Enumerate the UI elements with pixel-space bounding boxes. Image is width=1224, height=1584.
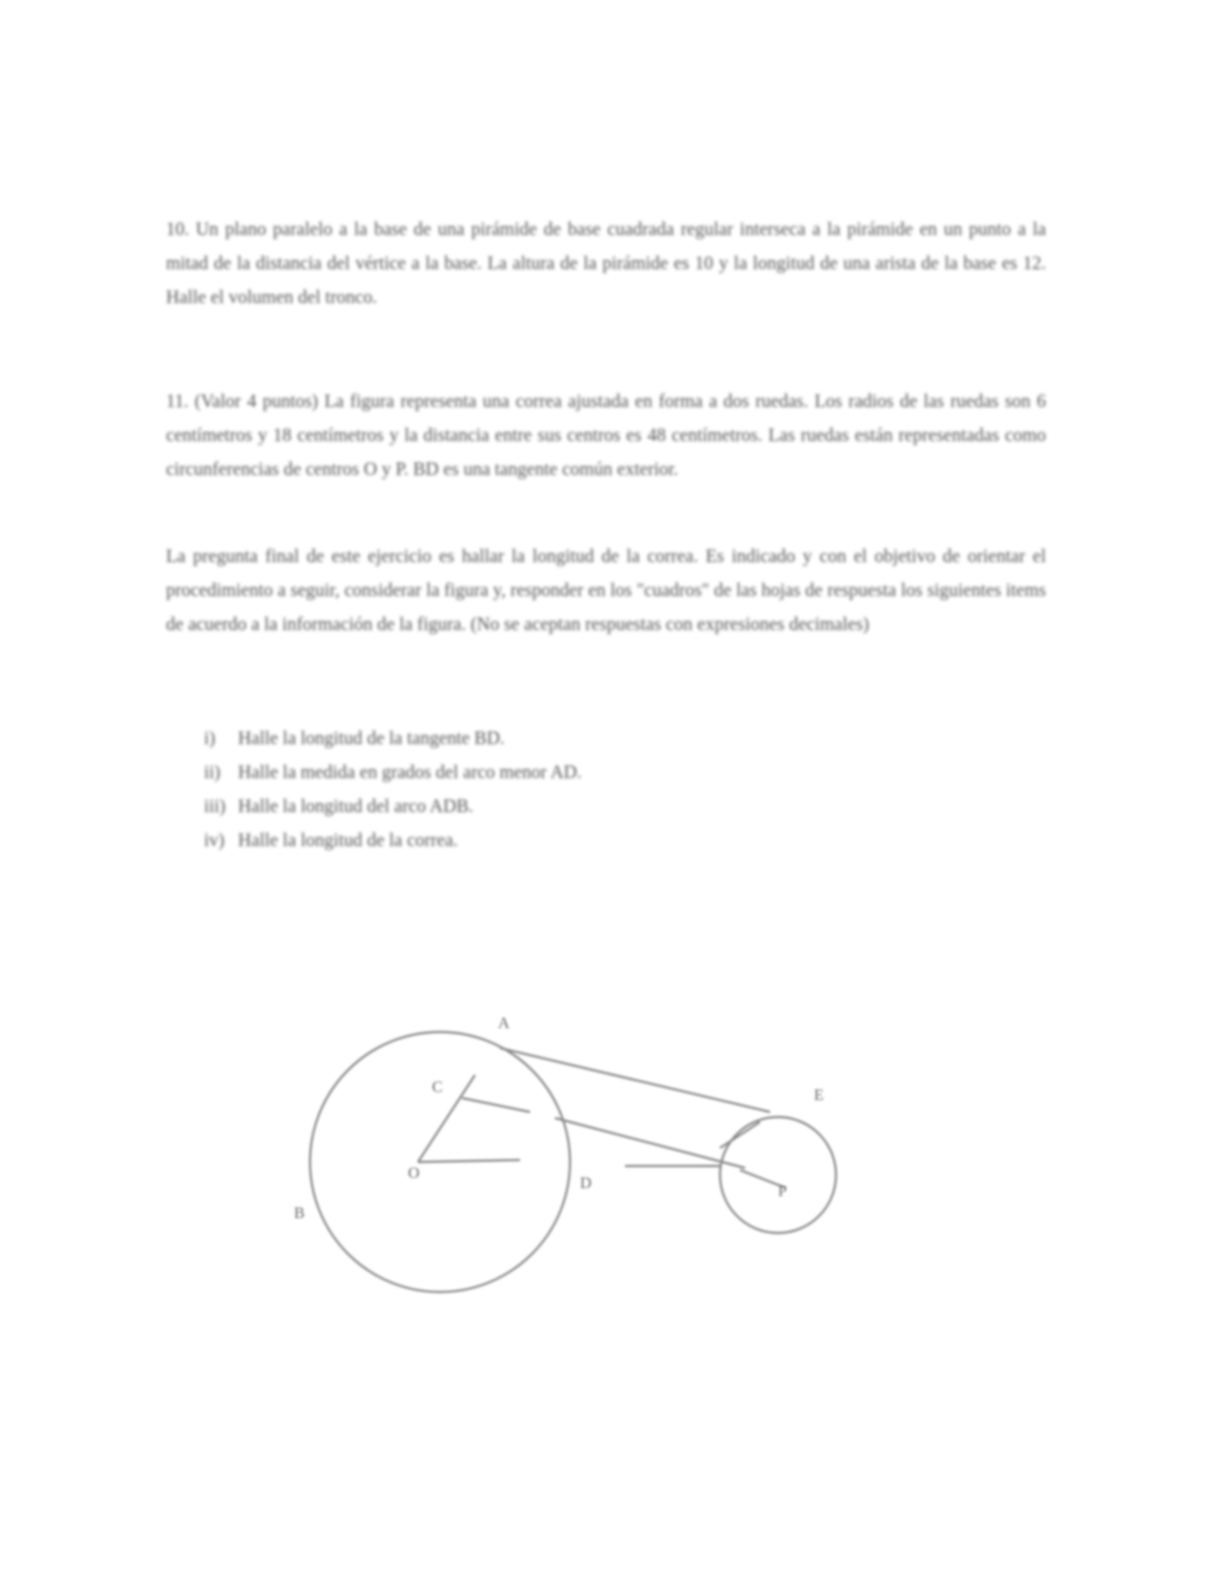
label-o: O [408, 1165, 420, 1182]
inner-segment-line [462, 1098, 530, 1112]
label-d: D [580, 1175, 592, 1192]
question-text: Halle la longitud del arco ADB. [238, 797, 474, 817]
small-wheel-circle [720, 1117, 836, 1233]
question-text: Halle la longitud de la correa. [238, 831, 458, 851]
label-c: C [432, 1079, 443, 1096]
label-p: P [778, 1183, 787, 1200]
exercise-10-text: 10. Un plano paralelo a la base de una pirámide de base cuadrada regular interseca a la pirámide en un punto a la mitad de la distancia del vértice a la base. La altura de la pirámide es 10 y la longitud de una arista de la base es 12. Halle el volumen del tronco. [166, 219, 1046, 308]
label-b: B [294, 1205, 305, 1222]
question-text: Halle la medida en grados del arco menor AD. [238, 763, 582, 783]
exercise-11-instructions: La pregunta final de este ejercicio es hallar la longitud de la correa. Es indicado y con el objetivo de orientar el procedimiento a seguir, considerar la figura y, responder en los "cuadros" de las hojas de respuesta los siguientes items de acuerdo a la información de la figura. (No se aceptan respuestas con expresiones decimales) [166, 546, 1046, 635]
exercise-11-text: 11. (Valor 4 puntos) La figura representa una correa ajustada en forma a dos ruedas. Los radios de las ruedas son 6 centímetros y 18 centímetros y la distancia entre sus centros es 48 centímetros. Las ruedas están representadas como circunferencias de centros O y P. BD es una tangente común exterior. [166, 391, 1046, 480]
question-number: ii) [204, 763, 221, 783]
radius-line-to-c [418, 1075, 475, 1162]
question-number: iv) [204, 831, 225, 851]
inner-tangent-line [555, 1118, 745, 1168]
question-text: Halle la longitud de la tangente BD. [238, 729, 505, 749]
radius-horizontal-line [418, 1160, 520, 1162]
question-number: i) [204, 729, 216, 749]
small-radius-line [720, 1122, 760, 1148]
question-number: iii) [204, 797, 226, 817]
label-a: A [498, 1015, 510, 1032]
label-e: E [814, 1087, 824, 1104]
